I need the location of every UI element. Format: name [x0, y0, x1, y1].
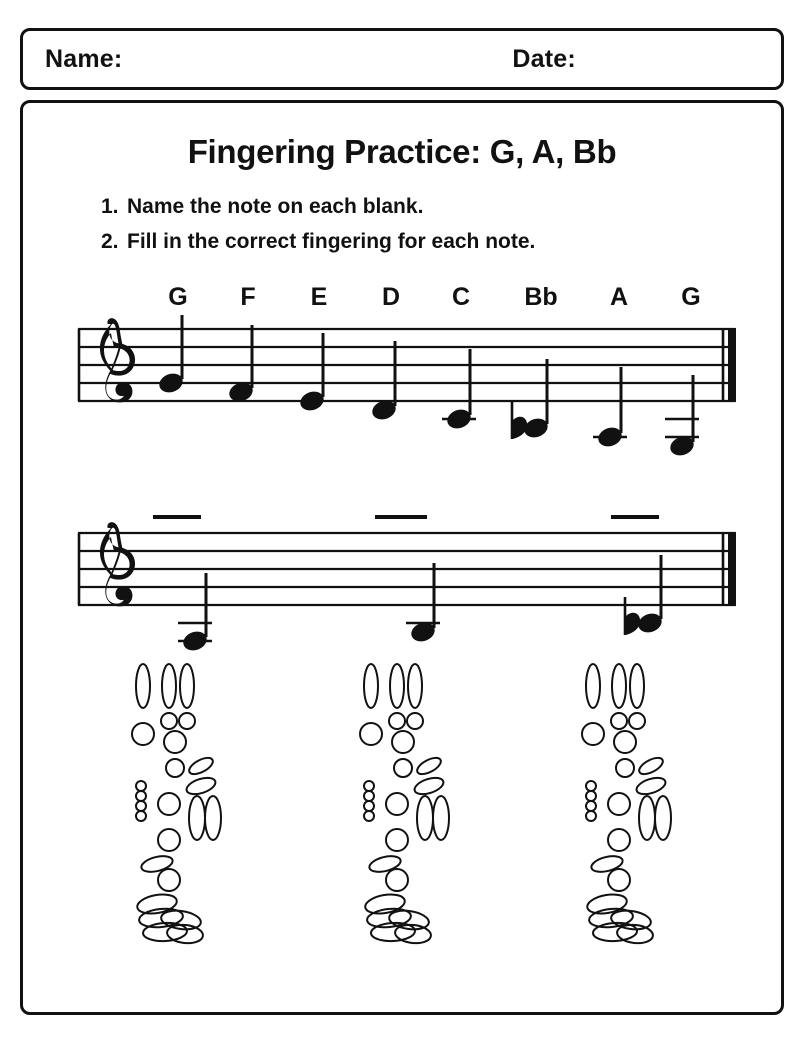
staff-system-1: [23, 307, 781, 467]
date-label: Date:: [512, 44, 576, 73]
instruction-text: Name the note on each blank.: [127, 195, 424, 218]
note-head: [406, 563, 440, 645]
note-label: G: [681, 283, 701, 311]
fingering-chart[interactable]: [360, 664, 449, 945]
note-label: G: [168, 283, 188, 311]
list-item: [101, 230, 701, 254]
instruction-text: Fill in the correct fingering for each note.: [127, 230, 536, 253]
flat-accidental-icon: [512, 401, 527, 439]
page-title: Fingering Practice: G, A, Bb: [187, 133, 617, 170]
note-head: [298, 333, 327, 414]
note-head: [593, 367, 627, 450]
note-head: [178, 573, 212, 651]
note-label: E: [310, 283, 328, 311]
note-label: Bb: [524, 283, 558, 311]
staff-system-2: [23, 501, 781, 651]
note-head: [370, 341, 399, 423]
fingering-chart[interactable]: [132, 664, 221, 945]
fingering-chart[interactable]: [582, 664, 671, 945]
flat-accidental-icon: [625, 597, 640, 635]
treble-clef-icon: [100, 318, 135, 402]
note-head: [442, 349, 476, 432]
note-label: D: [381, 283, 401, 311]
note-label: C: [451, 283, 471, 311]
instructions-list: [101, 195, 701, 265]
note-head: [665, 375, 699, 459]
worksheet-body: [20, 100, 784, 1015]
note-head-flat: [625, 555, 664, 636]
treble-clef-icon: [100, 522, 135, 606]
name-label: Name:: [45, 44, 123, 73]
student-info-box: [20, 28, 784, 90]
note-label: A: [609, 283, 629, 311]
note-label: F: [240, 283, 256, 311]
list-item: [101, 195, 701, 219]
note-head-flat: [512, 359, 550, 441]
fingering-charts-row: [23, 648, 781, 978]
note-head: [157, 315, 186, 396]
instruction-number: 2.: [101, 230, 119, 253]
instruction-number: 1.: [101, 195, 119, 218]
